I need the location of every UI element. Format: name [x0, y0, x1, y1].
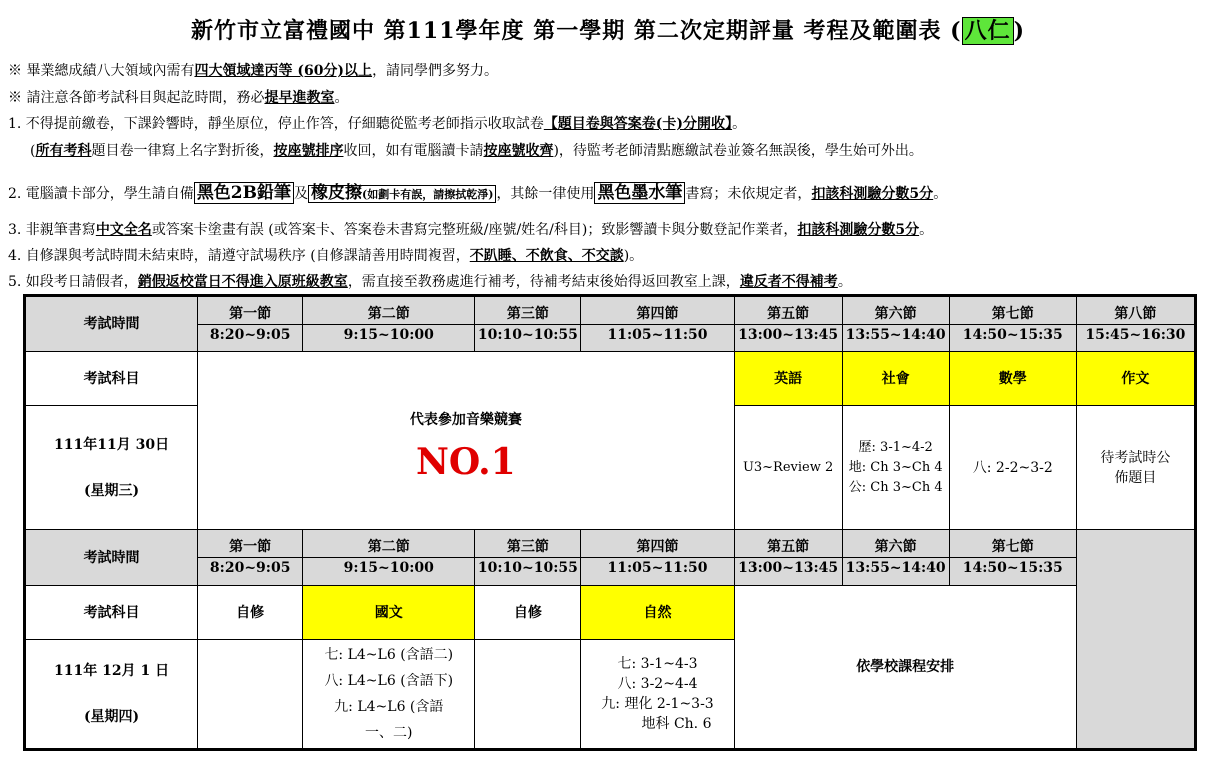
day2-subject-row — [25, 586, 1196, 640]
period-cell: 第八節 15:45~16:30 — [1076, 296, 1195, 352]
exam-subject-label: 考試科目 — [25, 586, 198, 640]
period-cell: 第一節 8:20~9:05 — [198, 530, 303, 586]
subject-writing: 作文 — [1076, 352, 1195, 406]
schedule-table — [23, 294, 1197, 751]
period-cell: 第二節 9:15~10:00 — [303, 530, 475, 586]
event-rank: NO.1 — [415, 440, 516, 483]
day2-time-row — [25, 530, 1196, 586]
subject-math: 數學 — [949, 352, 1076, 406]
rule-4: 4. 自修課與考試時間未結束時，請遵守試場秩序 (自修課請善用時間複習，不趴睡、不飲食、不交談)。 — [8, 248, 644, 264]
rule-2: 2. 電腦讀卡部分，學生請自備 黑色2B鉛筆 及 橡皮擦(如劃卡有誤，請擦拭乾淨) ，其餘一律使用 黑色墨水筆 書寫；未依規定者，扣該科測驗分數5分。 — [8, 183, 948, 203]
music-competition-cell — [198, 352, 734, 530]
period-cell: 第七節 14:50~15:35 — [949, 296, 1076, 352]
period-cell: 第四節 11:05~11:50 — [581, 530, 734, 586]
rule-5: 5. 如段考日請假者，銷假返校當日不得進入原班級教室，需直接至教務處進行補考，待補考結束後始得返回教室上課，違反者不得補考。 — [8, 274, 852, 290]
period-cell: 第七節 14:50~15:35 — [949, 530, 1076, 586]
subject-chinese: 國文 — [303, 586, 475, 640]
period-cell: 第五節 13:00~13:45 — [734, 296, 842, 352]
subject-social: 社會 — [842, 352, 949, 406]
rule-1-continued: (所有考科題目卷一律寫上名字對折後，按座號排序收回，如有電腦讀卡請按座號收齊)，待監考老師清點應繳試卷並簽名無誤後，學生始可外出。 — [30, 143, 923, 159]
empty-gray-cell — [1076, 530, 1195, 750]
period-cell: 第三節 10:10~10:55 — [475, 530, 581, 586]
period-cell: 第一節 8:20~9:05 — [198, 296, 303, 352]
period-cell: 第四節 11:05~11:50 — [581, 296, 734, 352]
range-chinese: 七: L4~L6 (含語二) 八: L4~L6 (含語下) 九: L4~L6 (含語 一、二) — [303, 640, 475, 750]
subject-science: 自然 — [581, 586, 734, 640]
range-self-study — [198, 640, 303, 750]
range-social: 歷: 3-1~4-2 地: Ch 3~Ch 4 公: Ch 3~Ch 4 — [842, 406, 949, 530]
class-badge: 八仁 — [962, 17, 1014, 45]
range-self-study — [475, 640, 581, 750]
afternoon-schedule-cell: 依學校課程安排 — [734, 586, 1076, 750]
day1-time-row — [25, 296, 1196, 352]
range-writing: 待考試時公 佈題目 — [1076, 406, 1195, 530]
rule-3: 3. 非親筆書寫中文全名或答案卡塗畫有誤 (或答案卡、答案卷未書寫完整班級/座號/姓名/科目)；致影響讀卡與分數登記作業者，扣該科測驗分數5分。 — [8, 222, 934, 238]
subject-self-study: 自修 — [475, 586, 581, 640]
exam-time-label: 考試時間 — [25, 296, 198, 352]
day1-subject-row — [25, 352, 1196, 406]
rule-1: 1. 不得提前繳卷，下課鈴響時，靜坐原位，停止作答，仔細聽從監考老師指示收取試卷【題目卷與答案卷(卡)分開收】。 — [8, 116, 747, 132]
range-science: 七: 3-1~4-3 八: 3-2~4-4 九: 理化 2-1~3-3 地科 Ch. 6 — [581, 640, 734, 750]
range-math: 八: 2-2~3-2 — [949, 406, 1076, 530]
title-main: 新竹市立富禮國中 第111學年度 第一學期 第二次定期評量 考程及範圍表 ( — [190, 18, 962, 44]
note-arrive-early: ※ 請注意各節考試科目與起訖時間，務必提早進教室。 — [8, 90, 349, 106]
range-english: U3~Review 2 — [734, 406, 842, 530]
date-day2: 111年 12月 1 日 (星期四) — [25, 640, 198, 750]
period-cell: 第五節 13:00~13:45 — [734, 530, 842, 586]
note-graduation: ※ 畢業總成績八大領域內需有四大領域達丙等 (60分)以上，請同學們多努力。 — [8, 63, 499, 79]
period-cell: 第二節 9:15~10:00 — [303, 296, 475, 352]
period-cell: 第六節 13:55~14:40 — [842, 530, 949, 586]
date-day1: 111年11月 30日 (星期三) — [25, 406, 198, 530]
subject-self-study: 自修 — [198, 586, 303, 640]
event-title: 代表參加音樂競賽 — [409, 411, 522, 428]
exam-subject-label: 考試科目 — [25, 352, 198, 406]
exam-time-label: 考試時間 — [25, 530, 198, 586]
page-title: 新竹市立富禮國中 第111學年度 第一學期 第二次定期評量 考程及範圍表 ( 八仁 ) — [190, 18, 1026, 44]
period-cell: 第三節 10:10~10:55 — [475, 296, 581, 352]
period-cell: 第六節 13:55~14:40 — [842, 296, 949, 352]
subject-english: 英語 — [734, 352, 842, 406]
